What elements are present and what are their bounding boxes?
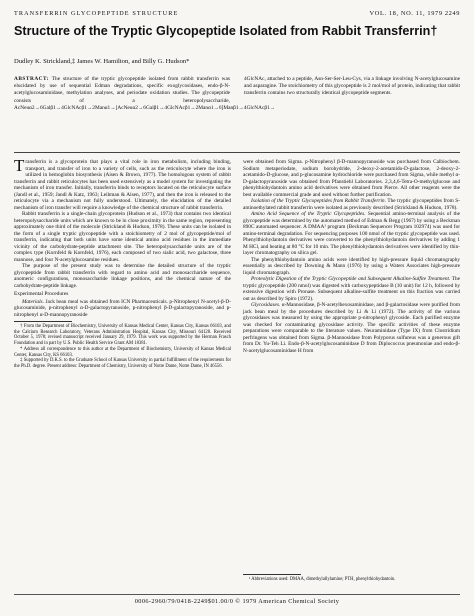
sequence-label: Amino Acid Sequence of the Tryptic Glycopeptides. — [251, 211, 366, 217]
footnote-abbreviations: ¹ Abbreviations used: DMAA, dimethylallylamine; PTH, phenylthiohydantoin. — [249, 577, 396, 582]
section-heading: Experimental Procedures — [14, 291, 69, 297]
materials-paragraph — [14, 299, 231, 319]
materials-text: Jack bean meal was obtained from ICN Pharmaceuticals. p-Nitrophenyl N-acetyl-β-D-glucosaminide, p-nitrophenyl α-D-galactopyranoside, p-nitrophenyl β-D-galactopyranoside, and p-nitrophenyl α-D-mannopyranoside — [14, 298, 232, 318]
body-right-column — [243, 159, 460, 354]
footnote-correspondence: * Address all correspondence to this author at the Department of Biochemistry, University of Kansas Medical Center, Kansas City, KS 66103. — [14, 346, 231, 358]
bottom-divider — [14, 594, 460, 595]
footnote-divider-left — [14, 321, 72, 322]
footnote-affiliation: † From the Department of Biochemistry, University of Kansas Medical Center, Kansas City, Kansas 66103, and the Calcium Research Laboratory, Veterans Administration Hospital, Kansas City, Missouri 64128. Received October 5, 1978; revised manuscript received January 29, 1979. This work was supported by the Herman Frasch Foundation and in part by U.S. Public Health Service Grant AM 18381. — [14, 324, 231, 347]
footnote-student: ‡ Supported by D.K.S. to the Graduate School of Kansas University in partial fulfillment of the requirements for the Ph.D. degree. Present address: Department of Chemistry, University of Notre Dame, Notre Dame, IN 46556. — [14, 358, 231, 369]
article-title: Structure of the Tryptic Glycopeptide Isolated from Rabbit Transferrin† — [14, 24, 438, 38]
glycosidases-label: Glycosidases. — [251, 302, 281, 308]
materials-continued: were obtained from Sigma. p-Nitrophenyl β-D-mannopyranoside was purchased from Calbiochem. Sodium metaperiodate, sodium borohydride, 2-deoxy-2-acetamido-D-galactose, 2-deoxy-2-acetamido-D-glucose, and p-glucosamine hydrochloride were purchased from Sigma, while methyl α-D-galactopyranoside was obtained from Pfanstiehl Laboratories. 2,3,4,6-Tetra-O-methylglucose and phenylthiohydantoin amino acid derivatives were obtained from Pierce. All other reagents were the best available commercial grade and used without further purification. — [243, 159, 460, 198]
abstract-text-left: The structure of the tryptic glycopeptide isolated from rabbit transferrin was elucidated by use of sequential Edman degradations, specific exoglycosidases, endo-β-N-acetylglucosaminidase, methylation analyses, and periodate oxidation studies. The glycopeptide consists of a heteropolysaccharide, AcNeuα2→6Galβ1→4GlcNAcβ1→2Manα1→[AcNeuα2→6Galβ1→4GlcNAcβ1→2Manα1→6]Manβ1→4GlcNAcβ1→ — [14, 76, 276, 111]
publisher-line: 0006-2960/79/0418-2249$01.00/0 © 1979 American Chemical Society — [134, 598, 340, 605]
isolation-paragraph — [243, 198, 460, 211]
article-authors: Dudley K. Strickland,‡ James W. Hamilton, and Billy G. Hudson* — [14, 58, 190, 65]
footnote-right-block — [243, 574, 460, 583]
isolation-text: The tryptic glycopeptides from S-aminoethylated rabbit transferrin were isolated as previously described (Strickland & Hudson, 1978). — [243, 198, 460, 211]
sequence-text: Sequential amino-terminal analysis of the glycopeptide was determined by the automated method of Edman & Begg (1967) by using a Beckman 890C automated sequencer. A DMAA¹ program (Beckman Sequencer Program 102974) was used for amino-terminal degradation. For sequencing purposes 100 nmol of the tryptic glycopeptide was used. Phenylthiohydantoin derivatives were converted to the phenylthiohydantoin derivatives by adding 1 M HCl, and heating at 80 °C for 10 min. The phenylthiohydantoin derivatives were identified by thin-layer chromatography on silica gel. — [243, 211, 460, 256]
proteolytic-text: The tryptic glycopeptide (200 nmol) was digested with carboxypeptidase B (10 unit) for 12 h, followed by extensive digestion with Pronase. Subsequent alkaline-sulfite treatment on this fraction was carried out as described by Spiro (1972). — [243, 276, 460, 302]
drop-cap: T — [14, 156, 25, 175]
running-head-title: TRANSFERRIN GLYCOPEPTIDE STRUCTURE — [14, 10, 179, 17]
sequence-paragraph — [243, 211, 460, 257]
intro-paragraph-1 — [14, 156, 231, 211]
intro-paragraph-3: The purpose of the present study was to determine the detailed structure of the tryptic glycopeptide from rabbit transferrin with regard to amino acid and monosaccharide sequence, anomeric configurations, monosaccharide linkage positions, and the chemical nature of the carbohydrate-peptide linkage. — [14, 263, 231, 289]
body-left-column — [14, 156, 232, 370]
glycosidases-paragraph — [243, 302, 460, 354]
running-head-volume: VOL. 18, NO. 11, 1979 2249 — [369, 10, 460, 17]
intro-paragraph-1-text: ransferrin is a glycoprotein that plays a vital role in iron metabolism, including binding, transport, and transfer of iron to a variety of cells, such as the reticulocyte where the iron is utilized in hemoglobin biosynthesis (Aisen & Brown, 1977). The homologous system of rabbit transferrin and rabbit reticulocytes has been used extensively as a model system for investigating the mechanism of iron transfer. Initially, transferrin binds to receptors located on the reticulocyte surface (Jandl et al., 1959; Jandl & Katz, 1963; Leibman & Aisen, 1977), and then the iron is released to the reticulocyte via a mechanism not fully understood. Ultimately, the elucidation of the detailed mechanism of iron transfer will require a knowledge of the chemical structure of rabbit transferrin. — [14, 159, 231, 211]
intro-paragraph-2: Rabbit transferrin is a single-chain glycoprotein (Hudson et al., 1973) that contains two identical heteropolysaccharide units which are known to be in close proximity in the same region, representing approximately one third of the molecule (Strickland & Hudson, 1978). These units can be isolated in the form of a single tryptic glycopeptide with a stoichiometry of 2 mol of glycopeptide/mol of transferrin, indicating that both units have some identical amino acid residues in the immediate vicinity of the carbohydrate-peptide attachment site. The heteropolysaccharide units are of the complex type (Kornfeld & Kornfeld, 1976), each composed of two sialic acid, two galactose, three mannose, and four N-acetylglucosamine residues. — [14, 211, 231, 263]
footnote-divider-right — [243, 574, 301, 575]
proteolytic-label: Proteolytic Digestion of the Tryptic Glycopeptide and Subsequent Alkaline-Sulfite Treatment. — [251, 276, 451, 282]
abstract-divider — [14, 152, 460, 153]
abstract-left-column — [14, 76, 276, 112]
pth-paragraph: The phenylthiohydantoin amino acids were identified by high-pressure liquid chromatography essentially as described by Downing & Mann (1976) by using a Waters Associates high-pressure liquid chromatograph. — [243, 256, 460, 276]
running-head — [14, 10, 460, 22]
isolation-label: Isolation of the Tryptic Glycopeptides from Rabbit Transferrin. — [251, 198, 386, 204]
materials-label: Materials. — [22, 298, 44, 305]
glycosidases-text: α-Mannosidase, β-N-acetylhexosaminidase, and β-galactosidase were purified from jack bean meal by the procedures described by Li & Li (1972). The activity of the various glycosidases was measured by using the appropriate p-nitrophenyl glycoside. Each purified enzyme was checked for contaminating glycosidase activity. The specific activities of these enzyme preparations were comparable to the literature values. Neuraminidase (Type IX) from Clostridium perfringens was obtained from Sigma. β-Mannosidase from Polyporus sulfureus was a generous gift from Dr. Yu-Teh Li. Endo-β-N-acetylglucosaminidase D from Diplococcus pneumoniae and endo-β-N-acetylglucosaminidase H from — [243, 302, 460, 354]
abstract — [14, 76, 460, 144]
proteolytic-paragraph — [243, 276, 460, 302]
abstract-label: ABSTRACT: — [14, 76, 49, 82]
abstract-right-column: 4GlcNAc, attached to a peptide, Asn-Ser-Ser-Leu-Cys, via a linkage involving N-acetylglucosamine and asparagine. The stoichiometry of this glycopeptide is 2 mol/mol of protein, indicating that rabbit transferrin contains two structurally identical glycopeptide segments. — [244, 76, 460, 97]
